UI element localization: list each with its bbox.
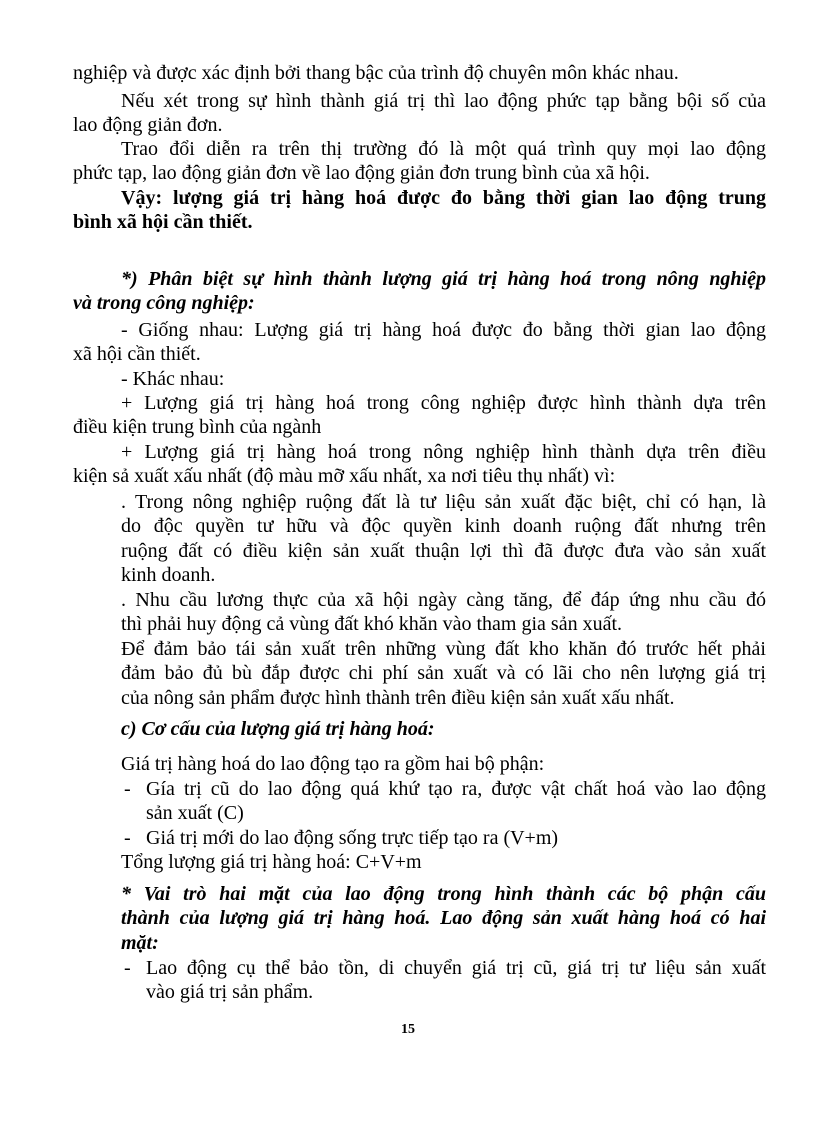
text-line: - Giống nhau: Lượng giá trị hàng hoá được đo bằng thời gian lao động (121, 319, 766, 341)
text-line: + Lượng giá trị hàng hoá trong nông nghiệp hình thành dựa trên điều (121, 441, 766, 463)
text-line: Vậy: lượng giá trị hàng hoá được đo bằng thời gian lao động trung (121, 187, 766, 209)
text-line: . Trong nông nghiệp ruộng đất là tư liệu sản xuất đặc biệt, chỉ có hạn, là (121, 491, 766, 513)
text-line: Để đảm bảo tái sản xuất trên những vùng đất kho khăn đó trước hết phải (121, 638, 766, 660)
bullet-dash: - (124, 957, 131, 979)
bullet-dash: - (124, 827, 131, 849)
text-line: Gía trị cũ do lao động quá khứ tạo ra, được vật chất hoá vào lao động (146, 778, 766, 800)
text-line: xã hội cần thiết. (73, 343, 201, 365)
text-line: Tổng lượng giá trị hàng hoá: C+V+m (121, 851, 422, 873)
page-number: 15 (401, 1022, 415, 1037)
text-line: do độc quyền tư hữu và độc quyền kinh doanh ruộng đất nhưng trên (121, 515, 766, 537)
text-line: Lao động cụ thể bảo tồn, di chuyển giá trị cũ, giá trị tư liệu sản xuất (146, 957, 766, 979)
text-line: nghiệp và được xác định bởi thang bậc của trình độ chuyên môn khác nhau. (73, 62, 679, 84)
text-line: kiện sả xuất xấu nhất (độ màu mỡ xấu nhất, xa nơi tiêu thụ nhất) vì: (73, 465, 616, 487)
text-line: Giá trị hàng hoá do lao động tạo ra gồm hai bộ phận: (121, 753, 545, 775)
text-line: đảm bảo đủ bù đắp được chi phí sản xuất và có lãi cho nên lượng giá trị (121, 662, 766, 684)
text-line: vào giá trị sản phẩm. (146, 981, 314, 1003)
text-line: + Lượng giá trị hàng hoá trong công nghiệp được hình thành dựa trên (121, 392, 766, 414)
text-line: ruộng đất có điều kiện sản xuất thuận lợi thì đã được đưa vào sản xuất (121, 540, 766, 562)
text-line: lao động giản đơn. (73, 114, 223, 136)
text-line: . Nhu cầu lương thực của xã hội ngày càng tăng, để đáp ứng nhu cầu đó (121, 589, 766, 611)
text-line: Trao đổi diễn ra trên thị trường đó là một quá trình quy mọi lao động (121, 138, 766, 160)
text-line: kinh doanh. (121, 564, 216, 586)
text-line: sản xuất (C) (146, 802, 244, 824)
text-line: của nông sản phẩm được hình thành trên điều kiện sản xuất xấu nhất. (121, 687, 675, 709)
text-line: - Khác nhau: (121, 368, 225, 390)
text-line: * Vai trò hai mặt của lao động trong hình thành các bộ phận cấu (121, 883, 766, 905)
text-line: mặt: (121, 932, 159, 954)
text-line: phức tạp, lao động giản đơn về lao động giản đơn trung bình của xã hội. (73, 162, 650, 184)
text-line: thành của lượng giá trị hàng hoá. Lao động sản xuất hàng hoá có hai (121, 907, 766, 929)
text-line: bình xã hội cần thiết. (73, 211, 253, 233)
text-line: Nếu xét trong sự hình thành giá trị thì lao động phức tạp bằng bội số của (121, 90, 766, 112)
bullet-dash: - (124, 778, 131, 800)
text-line: *) Phân biệt sự hình thành lượng giá trị hàng hoá trong nông nghiệp (121, 268, 766, 290)
text-line: Giá trị mới do lao động sống trực tiếp tạo ra (V+m) (146, 827, 559, 849)
text-line: c) Cơ cấu của lượng giá trị hàng hoá: (121, 718, 435, 740)
text-line: và trong công nghiệp: (73, 292, 255, 314)
text-line: điều kiện trung bình của ngành (73, 416, 322, 438)
text-line: thì phải huy động cả vùng đất khó khăn vào tham gia sản xuất. (121, 613, 623, 635)
